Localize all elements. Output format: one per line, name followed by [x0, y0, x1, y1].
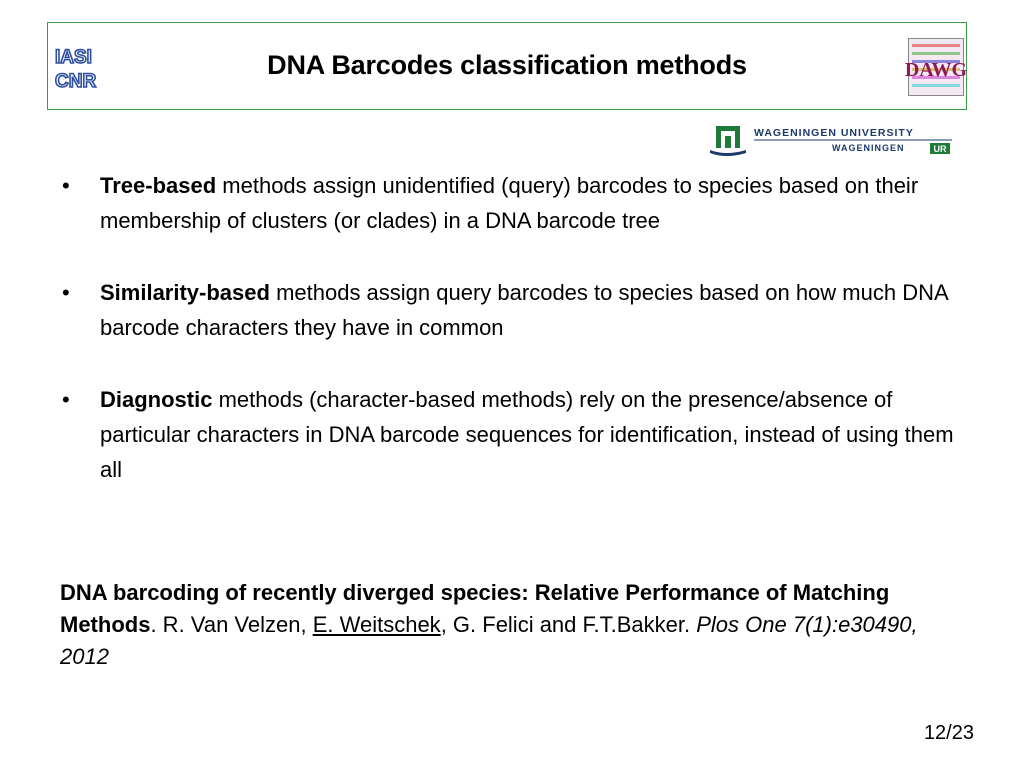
bullet-term: Tree-based: [100, 173, 217, 198]
bullet-tree-based: [60, 168, 960, 238]
reference-authors: . R. Van Velzen,: [150, 612, 313, 637]
wur-ur: UR: [933, 144, 947, 154]
wur-line1: WAGENINGEN UNIVERSITY: [754, 127, 914, 139]
reference-citation: [60, 577, 960, 673]
dawg-logo-text: DAWG: [904, 59, 968, 81]
title-box: [47, 22, 967, 110]
reference-authors-rest: , G. Felici and F.T.Bakker.: [440, 612, 697, 637]
bullet-diagnostic: [60, 382, 960, 487]
bullet-text: methods assign unidentified (query) barcodes to species based on their membership of clusters (or clades) in a DNA barcode tree: [100, 173, 919, 233]
reference-title: DNA barcoding of recently diverged species: Relative Performance of Matching Methods: [60, 580, 890, 637]
wageningen-logo: [706, 120, 954, 160]
page-number: 12/23: [923, 722, 974, 744]
wur-line2: WAGENINGEN: [832, 143, 905, 153]
bullet-term: Similarity-based: [100, 280, 270, 305]
bullet-icon: •: [62, 280, 70, 305]
bullet-list: [60, 168, 960, 487]
bullet-similarity-based: [60, 275, 960, 345]
bullet-text: methods assign query barcodes to species based on how much DNA barcode characters they have in common: [100, 280, 948, 340]
slide-title: DNA Barcodes classification methods: [267, 50, 747, 80]
dawg-logo: [904, 38, 968, 96]
reference-author-link[interactable]: E. Weitschek: [312, 612, 441, 637]
reference-journal: Plos One 7(1):e30490, 2012: [60, 612, 918, 669]
bullet-text: methods (character-based methods) rely on the presence/absence of particular characters in DNA barcode sequences for identification, instead of using them all: [100, 387, 954, 482]
bullet-icon: •: [62, 387, 70, 412]
bullet-term: Diagnostic: [100, 387, 213, 412]
bullet-icon: •: [62, 173, 70, 198]
wageningen-emblem: [710, 126, 746, 156]
cnr-logo-text: CNR: [55, 71, 97, 92]
iasi-logo-text: IASI: [55, 47, 92, 68]
